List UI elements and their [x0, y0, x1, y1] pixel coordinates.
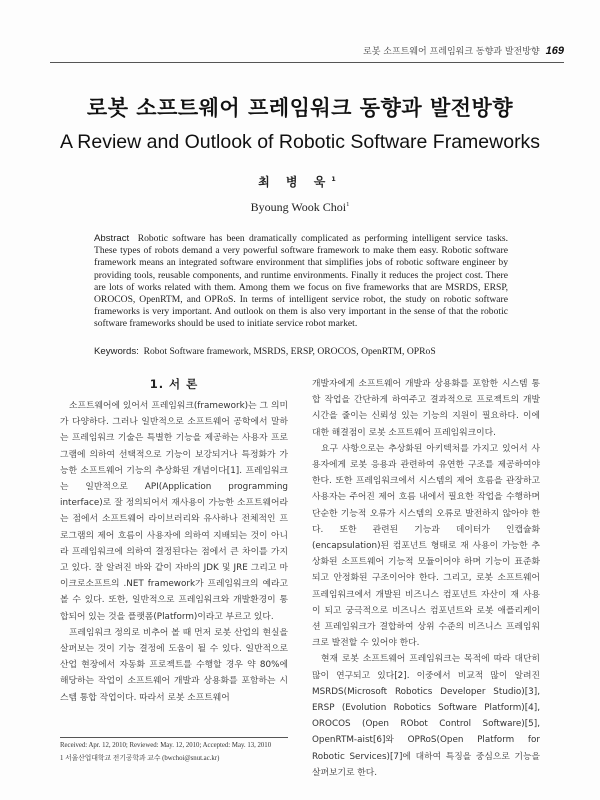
header-rule — [50, 62, 564, 63]
left-column — [60, 376, 288, 706]
running-header — [363, 44, 564, 57]
footnote-dates: Received: Apr. 12, 2010; Reviewed: May. 12, 2010; Accepted: May. 13, 2010 — [60, 742, 272, 749]
paragraph: 소프트웨어에 있어서 프레임워크(framework)는 그 의미가 다양하다. 그러나 일반적으로 소프트웨어 공학에서 말하는 프레임워크 기술은 특별한 기능을 제공하는 사용자 프로그램에 의하여 선택적으로 기능이 보강되거나 특정화가 가능한 소프트웨어 기능의 추상화된 개념이다[1]. 프레임워크는 일반적으로 API(Application programming interface)로 잘 정의되어서 재사용이 가능한 소프트웨어라는 점에서 소프트웨어 라이브러리와 유사하나 전체적인 프로그램의 제어 흐름이 사용자에 의하여 지배되는 것이 아니라 프레임워크에 의하여 결정된다는 점에서 큰 차이를 가지고 있다. 잘 알려진 바와 같이 자바의 JDK 및 JRE 그리고 마이크로소프트의 .NET framework가 프레임워크의 예라고 볼 수 있다. 또한, 일반적으로 프레임워크와 개발환경이 통합되어 있는 것을 플랫폼(Platform)이라고 부르고 있다. — [60, 401, 288, 622]
footnote-affiliation: 1 서울산업대학교 전기공학과 교수 (bwchoi@snut.ac.kr) — [60, 755, 220, 762]
abstract-label: Abstract — [94, 233, 130, 244]
page-number: 169 — [545, 45, 564, 57]
author-english-mark: 1 — [346, 201, 350, 208]
author-korean-mark: 1 — [331, 175, 342, 183]
keywords-label: Keywords: — [94, 346, 139, 357]
paragraph: 프레임워크 정의로 비추어 볼 때 먼저 로봇 산업의 현실을 살펴보는 것이 기능 결정에 도움이 될 수 있다. 일반적으로 산업 현장에서 자동화 프로젝트를 수행할 경우 약 80%에 해당하는 작업이 소프트웨어 개발과 상용화를 포함하는 시스템 통합 작업이다. 따라서 로봇 소프트웨어 — [60, 627, 288, 703]
keywords — [94, 346, 508, 357]
author-korean — [0, 173, 600, 190]
title-korean: 로봇 소프트웨어 프레임워크 동향과 발전방향 — [86, 96, 514, 120]
author-english — [0, 200, 600, 215]
paragraph: 현재 로봇 소프트웨어 프레임워크는 목적에 따라 대단히 많이 연구되고 있다[2]. 이중에서 비교적 많이 알려진 MSRDS(Microsoft Robotics Developer Studio)[3], ERSP (Evolution Robotics Software Platform)[4], OROCOS (Open RObot Control Software)[5], OpenRTM-aist[6]와 OPRoS(Open Platform for Robotic Services)[7]에 대하여 특징을 중심으로 기능을 살펴보기로 한다. — [312, 654, 540, 778]
keywords-text: Robot Software framework, MSRDS, ERSP, OROCOS, OpenRTM, OPRoS — [143, 346, 436, 357]
right-column — [312, 376, 540, 781]
abstract-text: Robotic software has been dramatically complicated as performing intelligent service tasks. These types of robots demand a very powerful software framework to make them easy. Robotic software framework means an integrated software environment that simplifies jobs of robotic software engineer by providing tools, reusable components, and runtime environments. Finally it reduces the project cost. There are lots of works related with them. Among them we focus on five frameworks that are MSRDS, ERSP, OROCOS, OpenRTM, and OPRoS. In terms of intelligent service robot, the study on robotic software frameworks is very important. And outlook on them is also very important in the sense of that the robotic software frameworks should be used to initiate service robot market. — [94, 233, 509, 330]
paragraph: 개발자에게 소프트웨어 개발과 상용화를 포함한 시스템 통합 작업을 간단하게 하여주고 결과적으로 프로젝트의 개발 시간을 줄이는 신뢰성 있는 기능의 지원이 필요하다. 이에 대한 해결점이 로봇 소프트웨어 프레임워크이다. — [312, 379, 540, 438]
author-korean-name: 최 병 욱 — [258, 175, 332, 189]
footnote-rule — [60, 737, 288, 738]
title-english: A Review and Outlook of Robotic Software Frameworks — [59, 131, 541, 153]
section-heading: 1. 서 론 — [149, 377, 199, 391]
paragraph: 요구 사항으로는 추상화된 아키텍처를 가지고 있어서 사용자에게 로봇 응용과 관련하여 유연한 구조를 제공하여야 한다. 또한 프레임워크에서 시스템의 제어 흐름을 관장하고 사용자는 주어진 제어 흐름 내에서 필요한 작업을 수행하며 단순한 기능적 오류가 시스템의 오류로 발전하지 않아야 한다. 또한 관련된 기능과 데이터가 인캡슐화(encapsulation)된 컴포넌트 형태로 재 사용이 가능한 추상화된 소프트웨어 기능적 모듈이어야 하며 기능이 표준화되고 안정화된 구조이어야 한다. 그리고, 로봇 소프트웨어 프레임워크에서 개발된 비즈니스 컴포넌트 자산이 재 사용이 되고 궁극적으로 비즈니스 컴포넌트와 로봇 애플리케이션 프레임워크가 결합하여 상위 수준의 비즈니스 프레임워크로 발전할 수 있어야 한다. — [312, 443, 540, 649]
running-title: 로봇 소프트웨어 프레임워크 동향과 발전방향 — [363, 47, 540, 57]
author-english-name: Byoung Wook Choi — [250, 200, 347, 214]
abstract — [94, 233, 508, 331]
